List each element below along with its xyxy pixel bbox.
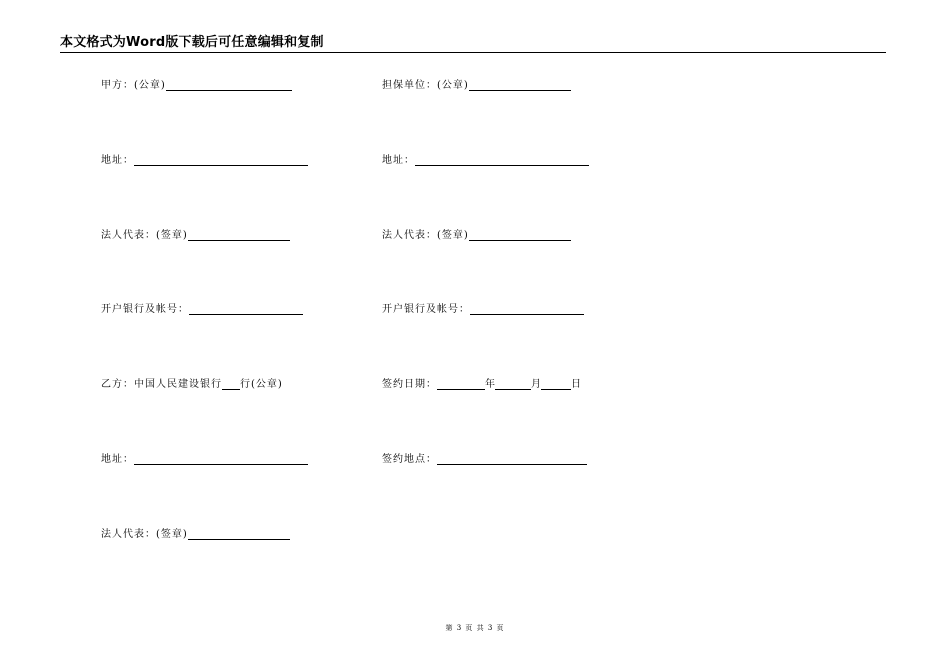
party-a-blank[interactable] bbox=[166, 80, 292, 91]
legal-rep-3-field bbox=[101, 529, 290, 541]
address-1-blank[interactable] bbox=[134, 155, 308, 166]
legal-rep-3-blank[interactable] bbox=[188, 529, 290, 540]
party-a-label: 甲方：(公章) bbox=[101, 80, 166, 91]
party-b-field bbox=[101, 379, 283, 391]
address-right-label: 地址： bbox=[382, 155, 415, 166]
legal-rep-1-blank[interactable] bbox=[188, 230, 290, 241]
bank-account-right-blank[interactable] bbox=[470, 304, 584, 315]
bank-account-right-label: 开户银行及帐号： bbox=[382, 304, 470, 315]
guarantor-field bbox=[382, 80, 571, 92]
sign-date-day-blank[interactable] bbox=[541, 379, 571, 390]
page-footer: 第 3 页 共 3 页 bbox=[445, 624, 505, 632]
guarantor-label: 担保单位：(公章) bbox=[382, 80, 469, 91]
legal-rep-right-label: 法人代表：(签章) bbox=[382, 230, 469, 241]
sign-date-month-label: 月 bbox=[531, 379, 541, 390]
legal-rep-3-label: 法人代表：(签章) bbox=[101, 529, 188, 540]
sign-place-blank[interactable] bbox=[437, 454, 587, 465]
address-2-field bbox=[101, 454, 308, 466]
address-1-label: 地址： bbox=[101, 155, 134, 166]
bank-account-1-label: 开户银行及帐号： bbox=[101, 304, 189, 315]
bank-account-1-blank[interactable] bbox=[189, 304, 303, 315]
header-title: 本文格式为Word版下载后可任意编辑和复制 bbox=[60, 35, 324, 50]
legal-rep-right-blank[interactable] bbox=[469, 230, 571, 241]
address-right-field bbox=[382, 155, 589, 167]
bank-account-right-field bbox=[382, 304, 584, 316]
party-a-field bbox=[101, 80, 292, 92]
address-1-field bbox=[101, 155, 308, 167]
sign-date-year-blank[interactable] bbox=[437, 379, 485, 390]
address-2-blank[interactable] bbox=[134, 454, 308, 465]
party-b-label-prefix: 乙方：中国人民建设银行 bbox=[101, 379, 222, 390]
sign-date-label: 签约日期： bbox=[382, 379, 437, 390]
address-2-label: 地址： bbox=[101, 454, 134, 465]
party-b-label-suffix: 行(公章) bbox=[240, 379, 283, 390]
bank-account-1-field bbox=[101, 304, 303, 316]
sign-date-day-label: 日 bbox=[571, 379, 581, 390]
sign-date-month-blank[interactable] bbox=[495, 379, 531, 390]
sign-place-label: 签约地点： bbox=[382, 454, 437, 465]
guarantor-blank[interactable] bbox=[469, 80, 571, 91]
sign-date-year-label: 年 bbox=[485, 379, 495, 390]
legal-rep-1-label: 法人代表：(签章) bbox=[101, 230, 188, 241]
sign-place-field bbox=[382, 454, 587, 466]
page-header bbox=[60, 34, 886, 53]
legal-rep-1-field bbox=[101, 230, 290, 242]
legal-rep-right-field bbox=[382, 230, 571, 242]
address-right-blank[interactable] bbox=[415, 155, 589, 166]
party-b-branch-blank[interactable] bbox=[222, 379, 240, 390]
sign-date-field bbox=[382, 379, 581, 391]
